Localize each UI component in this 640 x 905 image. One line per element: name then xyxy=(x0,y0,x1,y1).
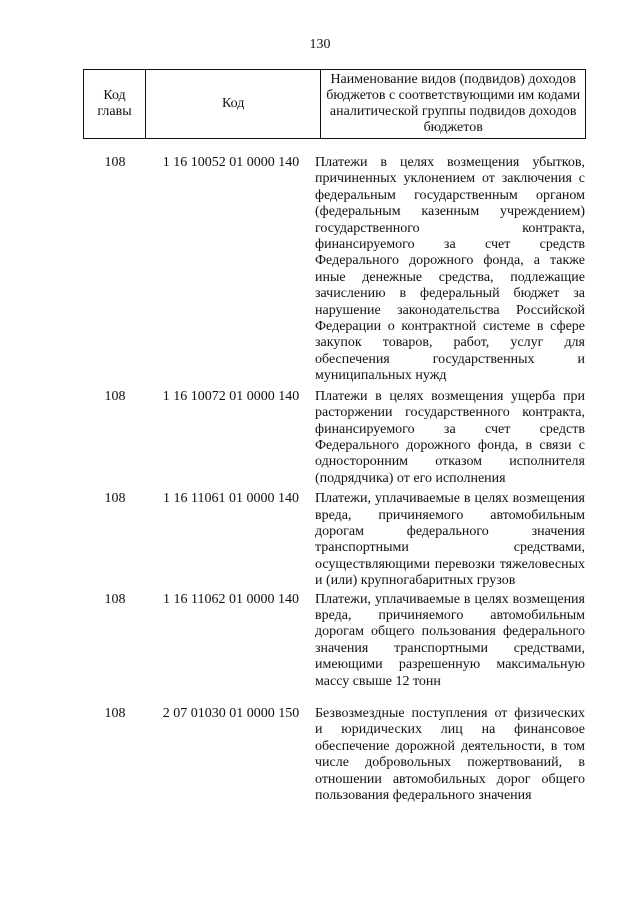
table-row xyxy=(83,155,593,385)
income-description: Безвозмездные поступления от физических и юридических лиц на финансовое обеспечение дорожной деятельности, в том числе добровольных пожертвований, в отношении автомобильных дорог общего пользования федерального значения xyxy=(315,706,585,804)
header-row xyxy=(84,70,586,139)
chapter-code: 108 xyxy=(104,706,126,721)
chapter-code: 108 xyxy=(104,591,126,607)
income-list xyxy=(83,152,593,804)
chapter-code: 108 xyxy=(104,155,126,170)
header-income-name: Наименование видов (подвидов) доходов бюджетов с соответствующими им кодами аналитической группы подвидов доходов бюджетов xyxy=(321,70,586,139)
chapter-code: 108 xyxy=(104,491,126,507)
budget-code: 1 16 10072 01 0000 140 xyxy=(162,388,300,404)
income-description: Платежи, уплачиваемые в целях возмещения вреда, причиняемого автомобильным дорогам общего пользования федерального значения транспортными средствами, имеющими разрешенную максимальную массу свыше 12 тонн xyxy=(315,591,585,689)
income-description: Платежи в целях возмещения ущерба при расторжении государственного контракта, финансируемого за счет средств Федерального дорожного фонда, в связи с односторонним отказом исполнителя (подрядчика) от его исполнения xyxy=(315,388,585,486)
table-row xyxy=(83,389,593,487)
budget-code: 1 16 11062 01 0000 140 xyxy=(163,591,299,607)
table-row xyxy=(83,592,593,690)
table-row xyxy=(83,706,593,804)
budget-code: 1 16 11061 01 0000 140 xyxy=(163,491,299,507)
income-description: Платежи в целях возмещения убытков, причиненных уклонением от заключения с федеральным государственным органом (федеральным казенным учреждением) государственного контракта, финансируемого за счет средств Федерального дорожного фонда, а также иные денежные средства, подлежащие зачислению в федеральный бюджет за нарушение законодательства Российской Федерации о контрактной системе в сфере закупок товаров, работ, услуг для обеспечения государственных и муниципальных нужд xyxy=(315,155,585,384)
page-number: 130 xyxy=(309,37,331,52)
budget-code: 2 07 01030 01 0000 150 xyxy=(162,706,300,721)
income-description: Платежи, уплачиваемые в целях возмещения вреда, причиняемого автомобильным дорогам федерального значения транспортными средствами, осуществляющими перевозки тяжеловесных и (или) крупногабаритных грузов xyxy=(315,491,585,589)
chapter-code: 108 xyxy=(104,388,126,404)
header-chapter-code: Код главы xyxy=(84,70,146,139)
header-code: Код xyxy=(146,70,321,139)
header-table xyxy=(83,69,586,139)
budget-code: 1 16 10052 01 0000 140 xyxy=(162,155,300,170)
table-row xyxy=(83,491,593,589)
